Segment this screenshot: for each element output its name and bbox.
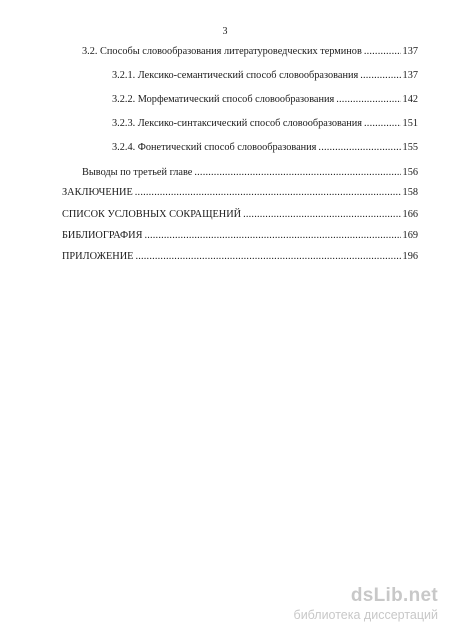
toc-entry-label: 3.2.1. Лексико-семантический способ словообразования <box>112 70 359 81</box>
toc-entry-page: 137 <box>402 46 418 57</box>
toc-entry-conclusion <box>62 186 418 200</box>
watermark-logo: dsLib.net <box>350 585 438 606</box>
toc-dot-leader <box>318 141 400 155</box>
toc-dot-leader <box>364 45 401 59</box>
toc-entry-label: ЗАКЛЮЧЕНИЕ <box>62 187 133 198</box>
toc-entry-page: 155 <box>402 142 418 153</box>
toc-entry-3-2-3 <box>112 117 418 131</box>
toc-entry-appendix <box>62 250 418 264</box>
page-number: 3 <box>222 26 228 37</box>
toc-dot-leader <box>135 250 400 264</box>
toc-entry-page: 158 <box>402 187 418 198</box>
toc-entry-conclusions-chapter-3 <box>82 166 418 180</box>
toc-entry-3-2-2 <box>112 93 418 107</box>
toc-entry-page: 137 <box>402 70 418 81</box>
dslib-watermark <box>294 586 438 623</box>
toc-entry-3-2-4 <box>112 141 418 155</box>
toc-entry-abbreviations <box>62 208 418 222</box>
toc-entry-label: БИБЛИОГРАФИЯ <box>62 230 143 241</box>
toc-entry-3-2-1 <box>112 69 418 83</box>
toc-entry-page: 166 <box>402 209 418 220</box>
toc-entry-bibliography <box>62 229 418 243</box>
toc-dot-leader <box>360 69 400 83</box>
toc-entry-label: СПИСОК УСЛОВНЫХ СОКРАЩЕНИЙ <box>62 209 242 220</box>
toc-entry-label: Выводы по третьей главе <box>82 167 193 178</box>
watermark-tagline: библиотека диссертаций <box>293 608 438 622</box>
toc-entry-label: 3.2.2. Морфематический способ словообразования <box>112 94 335 105</box>
toc-dot-leader <box>364 117 401 131</box>
toc-dot-leader <box>144 229 400 243</box>
toc-entry-label: 3.2. Способы словообразования литературоведческих терминов <box>82 46 362 57</box>
toc-entry-page: 156 <box>402 167 418 178</box>
toc-entry-3-2 <box>82 45 418 59</box>
toc-entry-page: 151 <box>402 118 418 129</box>
toc-entry-label: 3.2.3. Лексико-синтаксический способ словообразования <box>112 118 363 129</box>
toc-dot-leader <box>135 186 401 200</box>
toc-entry-page: 169 <box>402 230 418 241</box>
toc-entry-label: 3.2.4. Фонетический способ словообразования <box>112 142 317 153</box>
toc-dot-leader <box>336 93 400 107</box>
toc-entry-page: 142 <box>402 94 418 105</box>
toc-dot-leader <box>194 166 400 180</box>
toc-dot-leader <box>243 208 400 222</box>
toc-entry-page: 196 <box>402 251 418 262</box>
toc-entry-label: ПРИЛОЖЕНИЕ <box>62 251 134 262</box>
